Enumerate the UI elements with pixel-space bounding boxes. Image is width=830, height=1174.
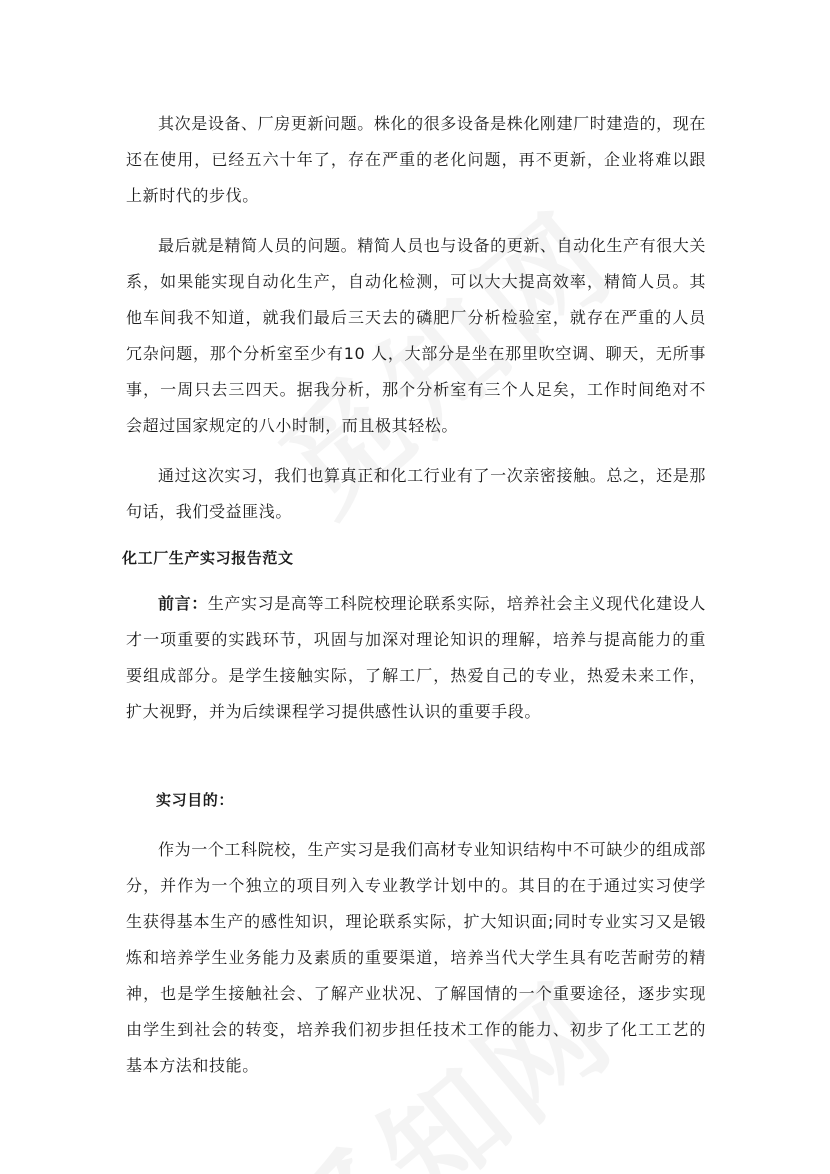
paragraph-purpose: 作为一个工科院校，生产实习是我们高材专业知识结构中不可缺少的组成部分，并作为一个独立的项目列入专业教学计划中的。其目的在于通过实习使学生获得基本生产的感性知识，理论联系实际，扩大知识面;同时专业实习又是锻炼和培养学生业务能力及素质的重要渠道，培养当代大学生具有吃苦耐劳的精神，也是学生接触社会、了解产业状况、了解国情的一个重要途径，逐步实现由学生到社会的转变，培养我们初步担任技术工作的能力、初步了化工工艺的基本方法和技能。 (126, 840, 706, 1075)
purpose-heading: 实习目的： (156, 791, 235, 809)
paragraph-staffing: 最后就是精简人员的问题。精简人员也与设备的更新、自动化生产有很大关系，如果能实现自动化生产，自动化检测，可以大大提高效率，精简人员。其他车间我不知道，就我们最后三天去的磷肥厂分析检验室，就存在严重的人员冗杂问题，那个分析室至少有10 人，大部分是坐在那里吹空调、聊天，无所事事，一周只去三四天。据我分析，那个分析室有三个人足矣，工作时间绝对不会超过国家规定的八小时制，而且极其轻松。 (126, 236, 706, 435)
paragraph-conclusion: 通过这次实习，我们也算真正和化工行业有了一次亲密接触。总之，还是那句话，我们受益匪浅。 (126, 466, 706, 521)
document-body (122, 106, 706, 1084)
section-title: 化工厂生产实习报告范文 (122, 549, 294, 567)
paragraph-equipment: 其次是设备、厂房更新问题。株化的很多设备是株化刚建厂时建造的，现在还在使用，已经五六十年了，存在严重的老化问题，再不更新，企业将难以跟上新时代的步伐。 (126, 114, 706, 205)
paragraph-preface (126, 586, 706, 730)
preface-label: 前言： (158, 594, 208, 613)
preface-text: 生产实习是高等工科院校理论联系实际，培养社会主义现代化建设人才一项重要的实践环节，巩固与加深对理论知识的理解，培养与提高能力的重要组成部分。是学生接触实际，了解工厂，热爱自己的专业，热爱未来工作，扩大视野，并为后续课程学习提供感性认识的重要手段。 (126, 594, 706, 721)
